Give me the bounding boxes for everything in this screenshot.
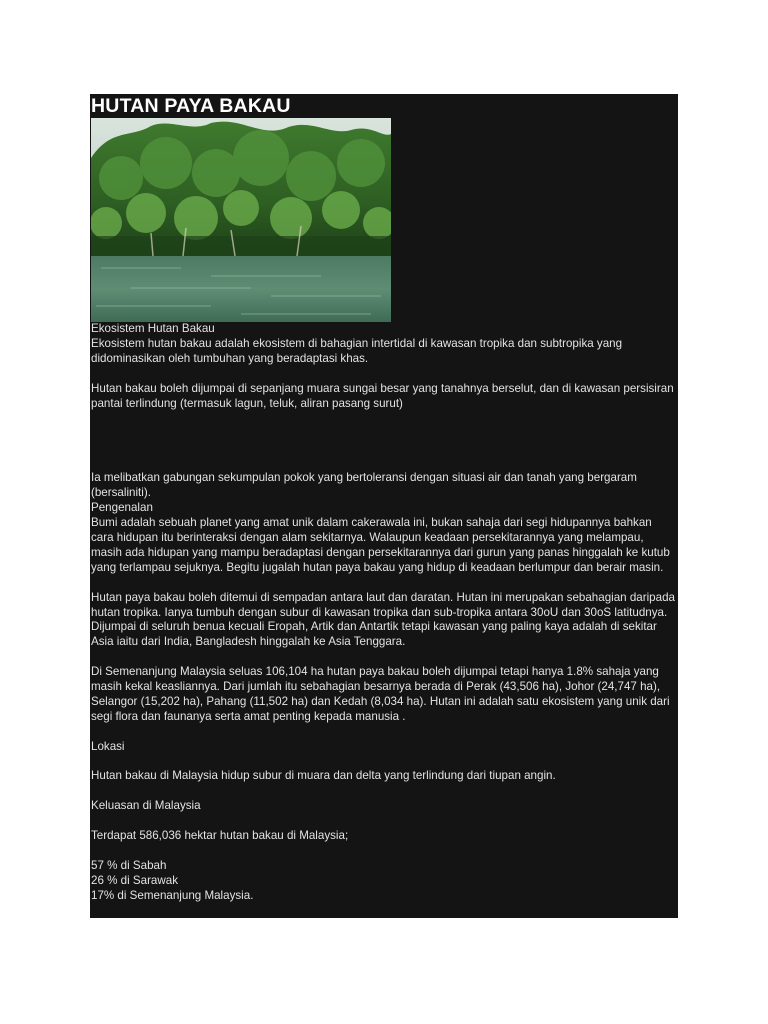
paragraph: Di Semenanjung Malaysia seluas 106,104 ha hutan paya bakau boleh dijumpai tetapi hanya 1.8% sahaja yang masih kekal keasliannya. Dari jumlah itu sebahagian besarnya berada di Perak (43,506 ha), Johor (24,747 ha), Selangor (15,202 ha), Pahang (11,502 ha) dan Kedah (8,034 ha). Hutan ini adalah satu ekosistem yang unik dari segi flora dan faunanya serta amat penting kepada manusia . bbox=[91, 665, 670, 723]
list-item: 57 % di Sabah bbox=[91, 858, 167, 872]
document-title: HUTAN PAYA BAKAU bbox=[91, 95, 291, 117]
document-page bbox=[90, 94, 678, 918]
section-heading: Ekosistem Hutan Bakau bbox=[91, 322, 215, 335]
paragraph: Hutan bakau di Malaysia hidup subur di muara dan delta yang terlindung dari tiupan angin. bbox=[91, 769, 556, 783]
paragraph: Hutan paya bakau boleh ditemui di sempadan antara laut dan daratan. Hutan ini merupakan sebahagian daripada hutan tropika. Ianya tumbuh dengan subur di kawasan tropika dan sub-tropika antara 30oU dan 30oS latitudnya. Dijumpai di seluruh benua kecuali Eropah, Artik dan Antartik tetapi kawasan yang paling kaya adalah di sekitar Asia iaitu dari India, Bangladesh hinggalah ke Asia Tenggara. bbox=[91, 590, 675, 649]
list-item: 17% di Semenanjung Malaysia. bbox=[91, 888, 254, 902]
paragraph: Hutan bakau boleh dijumpai di sepanjang muara sungai besar yang tanahnya berselut, dan di kawasan persisiran pantai terlindung (termasuk lagun, teluk, aliran pasang surut) bbox=[91, 381, 674, 410]
section-heading: Keluasan di Malaysia bbox=[91, 799, 201, 813]
list-item: 26 % di Sarawak bbox=[91, 873, 178, 887]
paragraph: Bumi adalah sebuah planet yang amat unik dalam cakerawala ini, bukan sahaja dari segi hidupannya bahkan cara hidupan itu berinteraksi dengan alam sekitarnya. Walaupun keadaan persekitarannya yang melampau, masih ada hidupan yang mampu beradaptasi dengan persekitarannya dari gurun yang panas hinggalah ke kutub yang terlampau sejuknya. Begitu jugalah hutan paya bakau yang hidup di keadaan berlumpur dan berair masin. bbox=[91, 516, 670, 574]
paragraph: Ekosistem hutan bakau adalah ekosistem di bahagian intertidal di kawasan tropika dan subtropika yang didominasikan oleh tumbuhan yang beradaptasi khas. bbox=[91, 336, 623, 365]
section-heading: Pengenalan bbox=[91, 501, 153, 515]
paragraph: Terdapat 586,036 hektar hutan bakau di Malaysia; bbox=[91, 829, 349, 843]
section-heading: Lokasi bbox=[91, 739, 125, 753]
paragraph: Ia melibatkan gabungan sekumpulan pokok yang bertoleransi dengan situasi air dan tanah yang bergaram (bersaliniti). bbox=[91, 471, 637, 500]
document-body bbox=[91, 322, 675, 904]
mangrove-forest-photo bbox=[91, 118, 391, 322]
